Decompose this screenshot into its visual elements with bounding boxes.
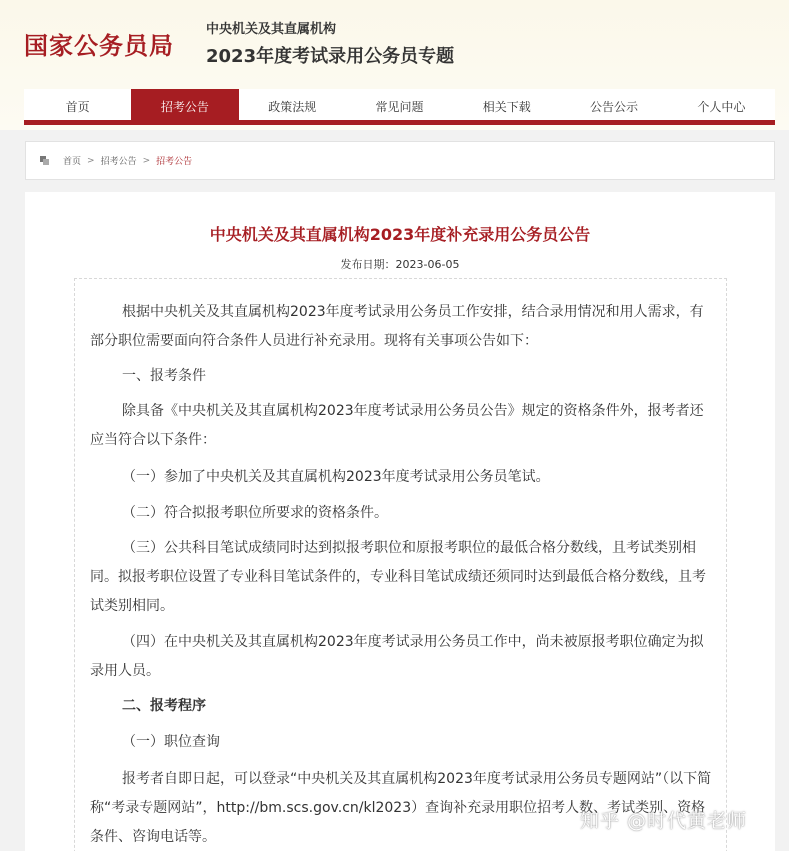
article-paragraph: （一）职位查询 [122,734,220,750]
breadcrumb-separator: > [142,155,151,166]
header-subtitle: 中央机关及其直属机构 [206,22,337,37]
article-paragraph: 报考者自即日起，可以登录“中央机关及其直属机构2023年度考试录用公务员专题网站”（以下简称“考录专题网站”，http://bm.scs.gov.cn/kl2023）查询补充录用职位招考人数、考试类别、资格条件、咨询电话等。 [90,771,712,845]
article-paragraph: （四）在中央机关及其直属机构2023年度考试录用公务员工作中，尚未被原报考职位确定为拟录用人员。 [90,634,704,679]
watermark: 知乎 @时代黄老师 [580,810,748,832]
nav-item-user-center[interactable]: 个人中心 [697,100,746,114]
nav-item-announcements[interactable]: 公告公示 [590,100,639,114]
breadcrumb-current: 招考公告 [156,157,193,167]
nav-item-recruitment-notices[interactable]: 招考公告 [131,89,238,125]
breadcrumb [25,141,775,180]
article-paragraph: 除具备《中央机关及其直属机构2023年度考试录用公务员公告》规定的资格条件外，报考者还应当符合以下条件： [90,403,704,448]
main-nav [24,89,775,125]
site-header [0,0,789,130]
article-paragraph: （一）参加了中央机关及其直属机构2023年度考试录用公务员笔试。 [122,469,550,485]
nav-item-policies[interactable]: 政策法规 [268,100,317,114]
article-paragraph: （二）符合拟报考职位所要求的资格条件。 [122,505,388,521]
article-container [25,192,775,851]
article-paragraph: 根据中央机关及其直属机构2023年度考试录用公务员工作安排，结合录用情况和用人需求，有部分职位需要面向符合条件人员进行补充录用。现将有关事项公告如下： [90,304,704,349]
section-heading: 一、报考条件 [122,368,206,384]
article-body [74,278,727,851]
header-title: 2023年度考试录用公务员专题 [206,46,455,67]
breadcrumb-separator: > [87,155,95,166]
article-title: 中央机关及其直属机构2023年度补充录用公务员公告 [209,225,591,244]
breadcrumb-home[interactable]: 首页 [63,157,82,167]
publish-date: 发布日期：2023-06-05 [340,258,460,271]
location-icon [40,156,49,165]
site-logo[interactable]: 国家公务员局 [24,32,174,60]
nav-item-downloads[interactable]: 相关下载 [482,100,531,114]
nav-item-faq[interactable]: 常见问题 [375,100,424,114]
article-paragraph: （三）公共科目笔试成绩同时达到拟报考职位和原报考职位的最低合格分数线，且考试类别相同。拟报考职位设置了专业科目笔试条件的，专业科目笔试成绩还须同时达到最低合格分数线，且考试类别相同。 [90,540,706,614]
section-heading: 二、报考程序 [122,698,206,714]
nav-item-home[interactable]: 首页 [65,100,90,114]
breadcrumb-level1[interactable]: 招考公告 [100,157,137,167]
